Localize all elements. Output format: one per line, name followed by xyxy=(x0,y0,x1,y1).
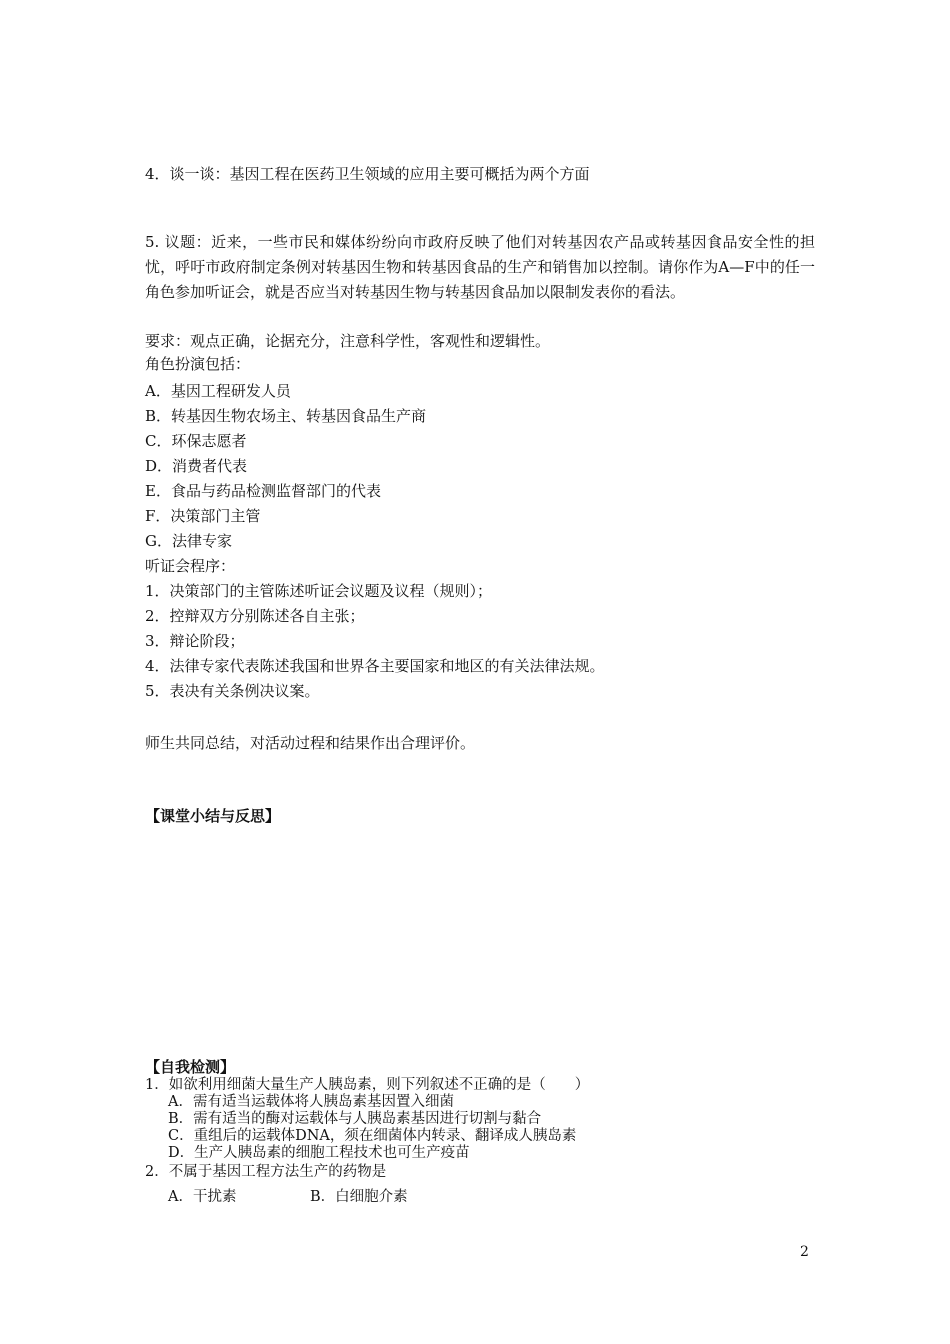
q1-option: B．需有适当的酶对运载体与人胰岛素基因进行切割与黏合 xyxy=(168,1111,542,1127)
q1-option: D．生产人胰岛素的细胞工程技术也可生产疫苗 xyxy=(168,1145,470,1161)
q1-stem: 1．如欲利用细菌大量生产人胰岛素，则下列叙述不正确的是（ ） xyxy=(145,1077,590,1093)
roles-title: 角色扮演包括： xyxy=(145,355,251,373)
q1-option: A．需有适当运载体将人胰岛素基因置入细菌 xyxy=(168,1094,454,1110)
procedure-title: 听证会程序： xyxy=(145,557,236,575)
role-item: A．基因工程研发人员 xyxy=(145,382,291,400)
role-item: D．消费者代表 xyxy=(145,457,248,475)
procedure-step: 3．辩论阶段； xyxy=(145,632,245,650)
page-number: 2 xyxy=(800,1244,809,1260)
q2-option-b: B．白细胞介素 xyxy=(310,1189,408,1205)
procedure-step: 5．表决有关条例决议案。 xyxy=(145,682,320,700)
role-item: G．法律专家 xyxy=(145,532,232,550)
procedure-step: 1．决策部门的主管陈述听证会议题及议程（规则）； xyxy=(145,582,493,600)
role-item: F．决策部门主管 xyxy=(145,507,261,525)
section-5-requirement: 要求：观点正确，论据充分，注意科学性，客观性和逻辑性。 xyxy=(145,332,551,350)
procedure-step: 4．法律专家代表陈述我国和世界各主要国家和地区的有关法律法规。 xyxy=(145,657,605,675)
section-4-question: 4．谈一谈：基因工程在医药卫生领域的应用主要可概括为两个方面 xyxy=(145,165,590,183)
procedure-step: 2．控辩双方分别陈述各自主张； xyxy=(145,607,365,625)
q2-option-a: A．干扰素 xyxy=(168,1189,237,1205)
role-item: B．转基因生物农场主、转基因食品生产商 xyxy=(145,407,427,425)
q1-option: C．重组后的运载体DNA，须在细菌体内转录、翻译成人胰岛素 xyxy=(168,1128,577,1144)
reflection-heading: 【课堂小结与反思】 xyxy=(145,807,281,825)
role-item: E．食品与药品检测监督部门的代表 xyxy=(145,482,381,500)
role-item: C．环保志愿者 xyxy=(145,432,247,450)
section-5-topic: 5. 议题：近来，一些市民和媒体纷纷向市政府反映了他们对转基因农产品或转基因食品安全性的担忧，呼吁市政府制定条例对转基因生物和转基因食品的生产和销售加以控制。请你作为A—F中的任一角色参加听证会，就是否应当对转基因生物与转基因食品加以限制发表你的看法。 xyxy=(145,233,815,301)
self-test-heading: 【自我检测】 xyxy=(145,1058,236,1076)
q2-stem: 2．不属于基因工程方法生产的药物是 xyxy=(145,1164,387,1180)
activity-summary: 师生共同总结，对活动过程和结果作出合理评价。 xyxy=(145,734,476,752)
